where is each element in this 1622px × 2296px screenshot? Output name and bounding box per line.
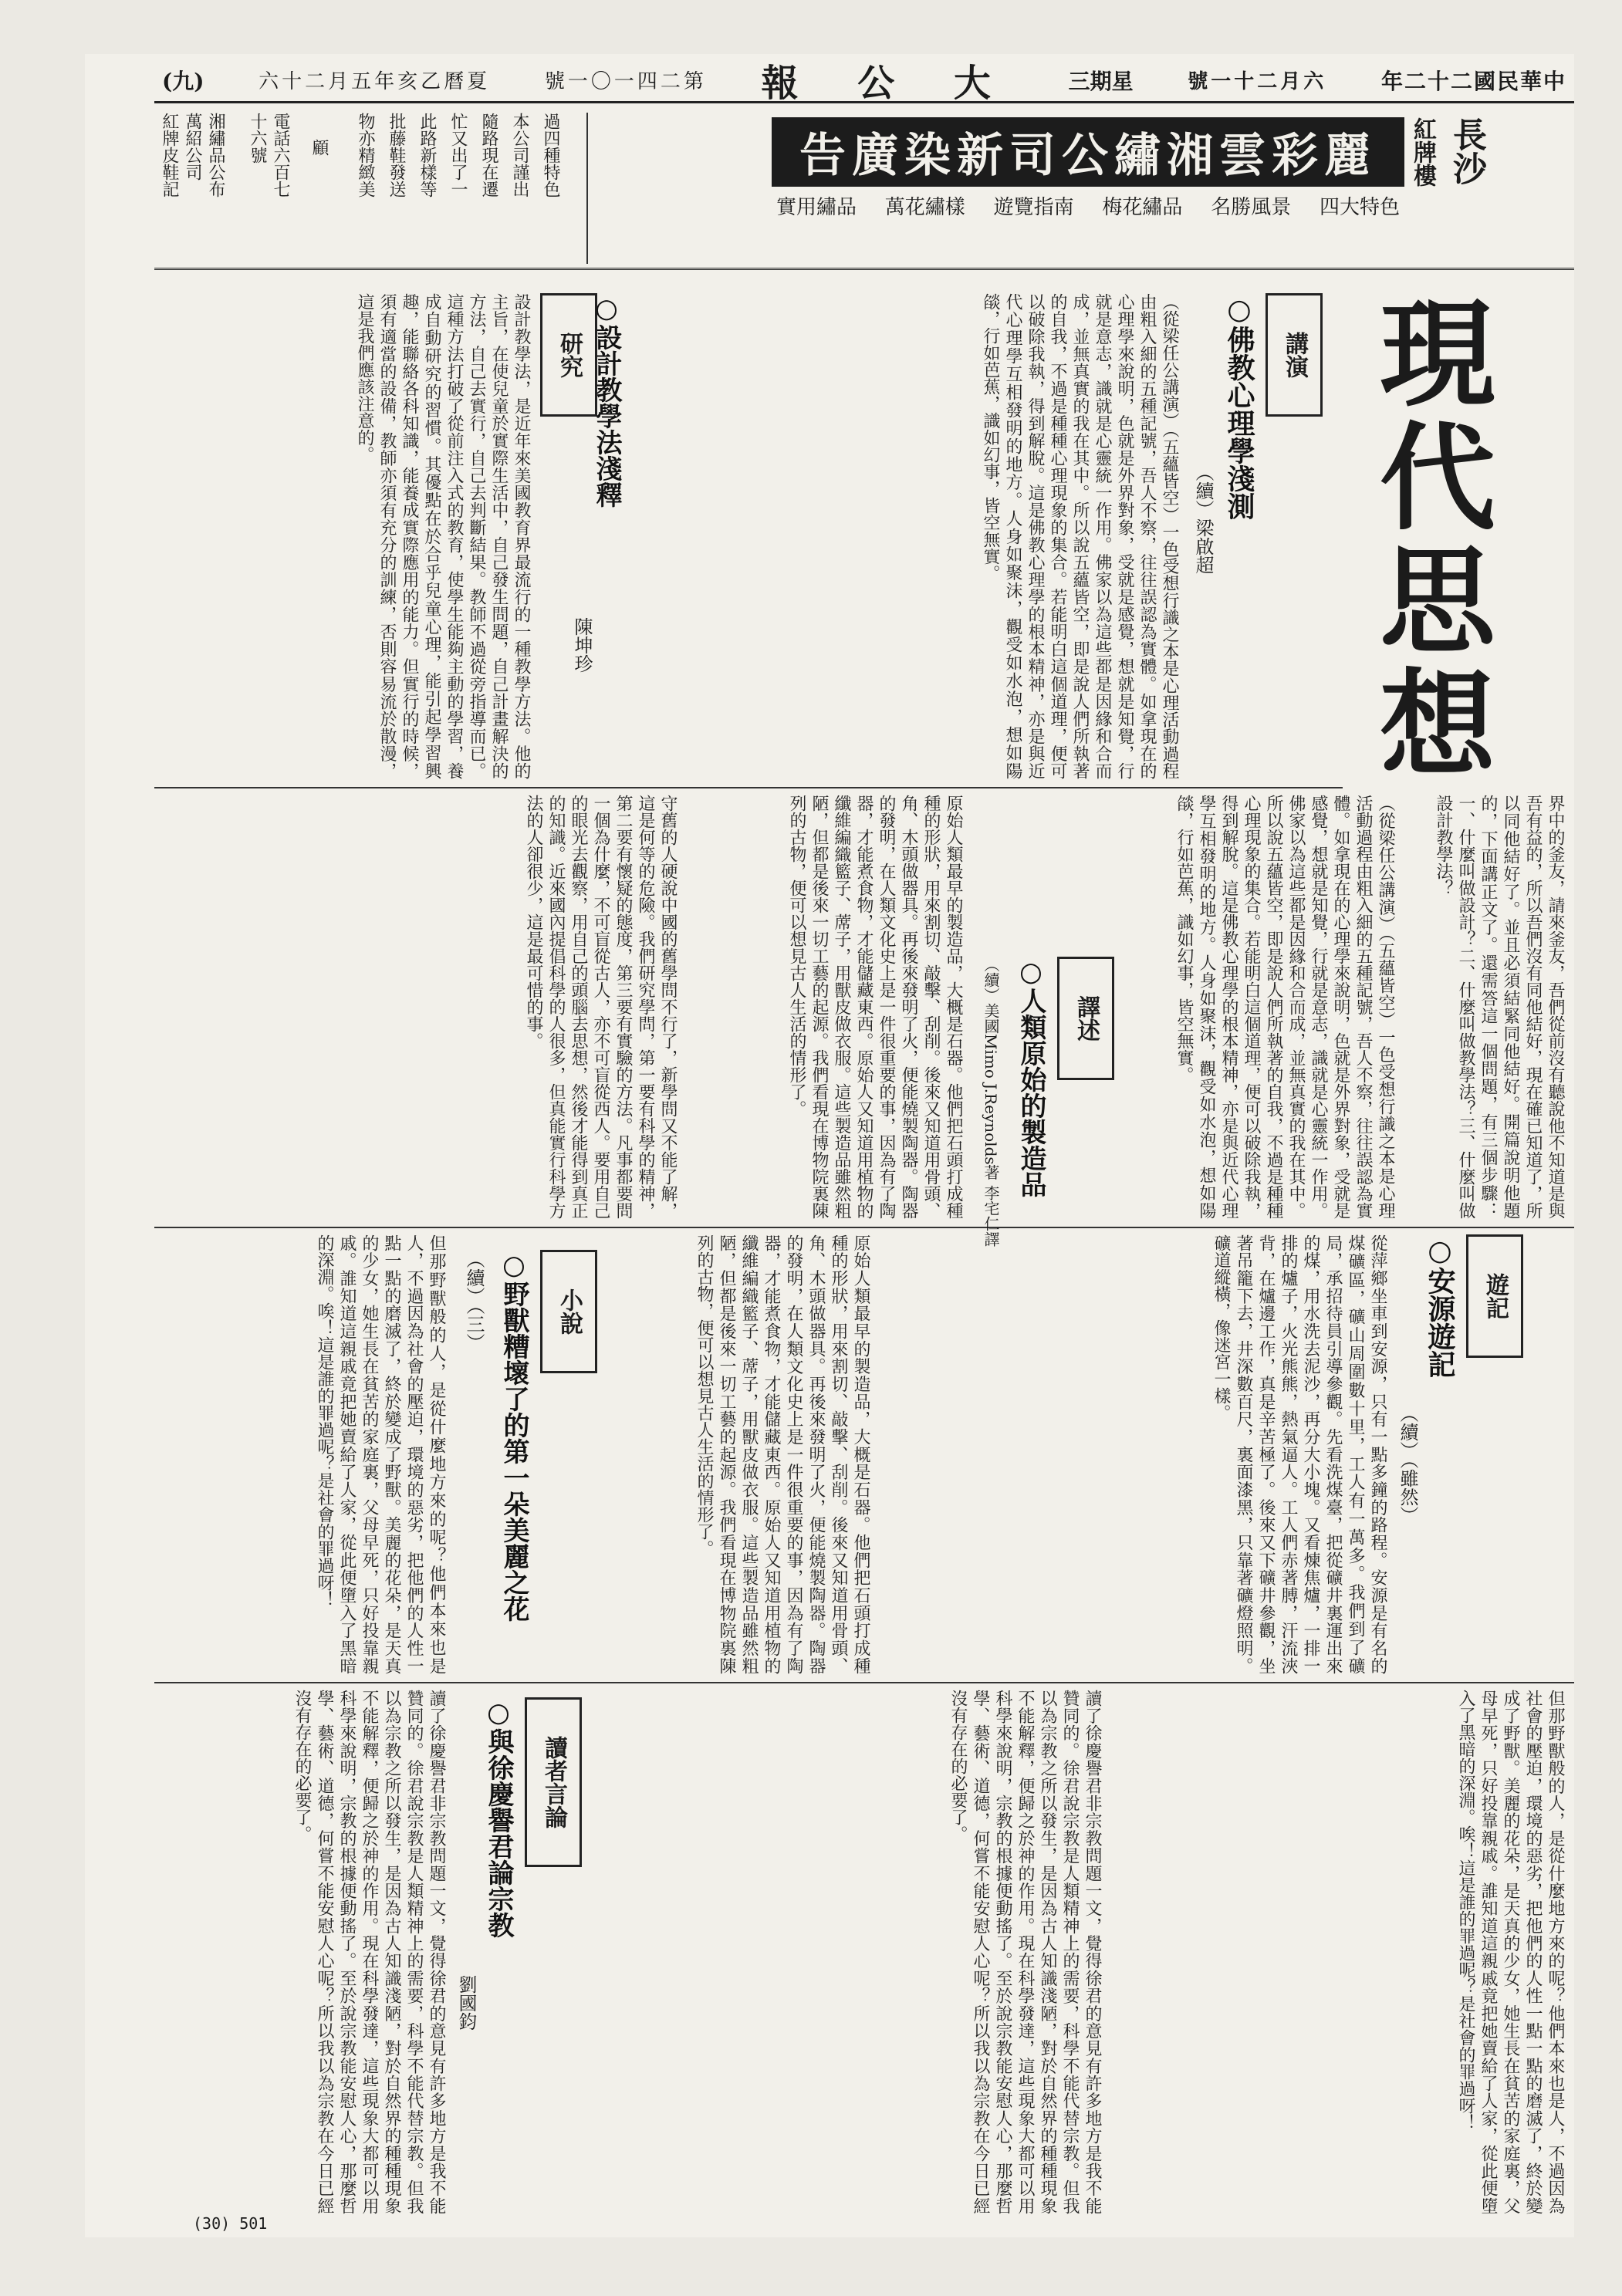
section-label-text: 研究: [556, 332, 583, 378]
article-body-forum: 讀了徐慶譽君非宗教問題一文，覺得徐君的意見有許多地方是我不能贊同的。徐君說宗教是人類精神上的需要，科學不能代替宗教。但我以為宗教之所以發生，是因為古人知識淺陋，對於自然界的種種現象不能解釋，便歸之於神的作用。現在科學發達，這些現象大都可以用科學來說明，宗教的根據便動搖了。至於說宗教能安慰人心，那麼哲學、藝術、道德，何嘗不能安慰人心呢？所以我以為宗教在今日已經沒有存在的必要了。: [292, 1690, 446, 2214]
article-body-math: 設計教學法，是近年來美國教育界最流行的一種教學方法。他的主旨，在使兒童於實際生活中，自己發生問題，自己計畫解決的方法，自己去實行，自己去判斷結果。教師不過從旁指導而已。這種方法打破了從前注入式的教育，使學生能夠主動的學習，養成自動研究的習慣。其優點在於合乎兒童心理，能引起學習興趣，能聯絡各科知識，能養成實際應用的能力。但實行的時候，須有適當的設備，教師亦須有充分的訓練，否則容易流於散漫，這是我們應該注意的。: [355, 293, 531, 779]
ad-headline: 告廣染新司公繡湘雲彩麗: [772, 117, 1404, 187]
ad-subtitle: 四大特色: [1319, 196, 1400, 219]
footer: [193, 2214, 267, 2233]
byline-primitive: （續）美國Mimo J.Reynolds著 李宅仁譯: [982, 957, 1000, 1247]
byline-travel: （續）（雖然）: [1397, 1404, 1418, 1524]
issue-number: 號一〇一四二第: [544, 70, 707, 93]
masthead: [154, 59, 1574, 103]
byline-buddhism: （續）梁啟超: [1192, 463, 1214, 574]
ad-text: 物亦精緻美: [356, 113, 375, 198]
section-label-text: 講演: [1281, 332, 1308, 378]
ad-text: 萬紹公司: [183, 113, 202, 181]
ad-subtitle: 名勝風景: [1211, 196, 1292, 219]
byline-forum: 劉國鈞: [455, 1975, 477, 2031]
byline-math: 陳坤珍: [571, 617, 593, 673]
section-label-lecture: [1265, 293, 1323, 417]
section-label-text: 譯述: [1073, 995, 1100, 1042]
ad-text: 湘繡品公布: [206, 113, 225, 198]
article-body-buddhism: （從梁任公講演）（五蘊皆空）一色受想行識之本是心理活動過程由粗入細的五種記號，吾人不察，往往誤認為實體。如拿現在的心理學來說明，色就是外界對象，受就是感覺，想就是知覺，行就是意志，識就是心靈統一作用。佛家以為這些都是因緣和合而成，並無真實的我在其中。所以說五蘊皆空，即是說人們所執著的自我，不過是種種心理現象的集合。若能明白這個道理，便可以破除我執，得到解脫。這是佛教心理學的根本精神，亦是與近代心理學互相發明的地方。人身如聚沫，觀受如水泡，想如陽燄，行如芭蕉，識如幻事，皆空無實。: [981, 293, 1179, 779]
ad-subtitle-row: [772, 191, 1404, 220]
section-label-text: 小說: [556, 1288, 583, 1335]
page-number: (九): [162, 68, 204, 94]
ad-text: 批藤鞋發送: [387, 113, 406, 198]
article-body-buddhism-cont: （從梁任公講演）（五蘊皆空）一色受想行識之本是心理活動過程由粗入細的五種記號，吾人不察，往往誤認為實體。如拿現在的心理學來說明，色就是外界對象，受就是感覺，想就是知覺，行就是意志，識就是心靈統一作用。佛家以為這些都是因緣和合而成，並無真實的我在其中。所以說五蘊皆空，即是說人們所執著的自我，不過是種種心理現象的集合。若能明白這個道理，便可以破除我執，得到解脫。這是佛教心理學的根本精神，亦是與近代心理學互相發明的地方。人身如聚沫，觀受如水泡，想如陽燄，行如芭蕉，識如幻事，皆空無實。: [1174, 795, 1395, 1219]
ad-text: 此路新樣等: [417, 113, 437, 198]
article-title-buddhism: ○佛教心理學淺測: [1223, 293, 1255, 520]
section-label-translation: [1057, 957, 1114, 1080]
article-title-novel: ○野獸糟壞了的第一朵美麗之花: [498, 1250, 529, 1622]
ad-subtitle: 遊覽指南: [993, 196, 1074, 219]
roc-year: 年二十二國民華中: [1380, 68, 1566, 94]
byline-novel: （續）（三）: [463, 1250, 485, 1352]
article-title-math: ○設計教學法淺釋: [591, 293, 622, 508]
section-label-text: 遊記: [1482, 1273, 1509, 1319]
article-title-forum: ○與徐慶譽君論宗教: [483, 1697, 514, 1938]
section-label-novel: [540, 1250, 597, 1373]
ad-subtitle: 實用繡品: [776, 196, 857, 219]
article-body-forum-cont: 讀了徐慶譽君非宗教問題一文，覺得徐君的意見有許多地方是我不能贊同的。徐君說宗教是人類精神上的需要，科學不能代替宗教。但我以為宗教之所以發生，是因為古人知識淺陋，對於自然界的種種現象不能解釋，便歸之於神的作用。現在科學發達，這些現象大都可以用科學來說明，宗教的根據便動搖了。至於說宗教能安慰人心，那麼哲學、藝術、道德，何嘗不能安慰人心呢？所以我以為宗教在今日已經沒有存在的必要了。: [948, 1690, 1102, 2214]
gregorian-date: 號一十二月六: [1188, 70, 1327, 93]
supplement-title: 現代思想: [1360, 293, 1495, 787]
article-body-travel: 從萍鄉坐車到安源，只有一點多鐘的路程。安源是有名的煤礦區，礦山周圍數十里，工人有一萬多。我們到了礦局，承招待員引導參觀。先看洗煤臺，把從礦井裏運出來的煤，用水洗去泥沙，再分大小塊。又看煉焦爐，一排一排的爐子，火光熊熊，熱氣逼人。工人們赤著膊，汗流浹背，在爐邊工作，真是辛苦極了。後來又下礦井參觀，坐著吊籠下去，井深數百尺，裏面漆黑，只靠著礦燈照明。礦道縱橫，像迷宮一樣。: [1211, 1234, 1387, 1674]
ad-text: 電話六百七: [271, 113, 290, 198]
article-title-primitive: ○人類原始的製造品: [1015, 957, 1046, 1197]
divider: [154, 787, 1343, 788]
article-body-research: 守舊的人硬說中國的舊學問不行了，新學問又不能了解，這是何等的危險。我們研究學問，第一要有科學的精神，第二要有懷疑的態度，第三要有實驗的方法。凡事都要問一個為什麼，不可盲從古人，亦不可盲從西人。要用自己的眼光去觀察，用自己的頭腦去思想，然後才能得到真正的知識。近來國內提倡科學的人很多，但真能實行科學方法的人卻很少，這是最可惜的事。: [524, 795, 678, 1219]
article-body-primitive-cont: 原始人類最早的製造品，大概是石器。他們把石頭打成種種的形狀，用來割切、敲擊、刮削。後來又知道用骨頭、角、木頭做器具。再後來發明了火，便能燒製陶器。陶器的發明，在人類文化史上是一件很重要的事，因為有了陶器，才能煮食物，才能儲藏東西。原始人又知道用植物的纖維編織籃子、蓆子，用獸皮做衣服。這些製造品雖然粗陋，但都是後來一切工藝的起源。我們看現在博物院裏陳列的古物，便可以想見古人生活的情形了。: [694, 1234, 870, 1674]
advertisement-strip: [154, 108, 1574, 270]
section-label-text: 讀者言論: [540, 1736, 567, 1828]
ad-text: 顧: [309, 139, 329, 156]
divider: [586, 113, 588, 264]
article-body-novel-cont: 但那野獸般的人，是從什麼地方來的呢？他們本來也是人，不過因為社會的壓迫，環境的惡劣，把他們的人性一點一點的磨滅了，終於變成了野獸。美麗的花朵，是天真的少女，她生長在貧苦的家庭裏，父母早死，只好投靠親戚。誰知道這親戚竟把她賣給了人家，從此便墮入了黑暗的深淵。唉！這是誰的罪過呢？是社會的罪過呀！: [1456, 1690, 1565, 2214]
ad-subtitle: 梅花繡品: [1102, 196, 1183, 219]
paper-name: 報 公 大: [761, 62, 1014, 105]
section-label-travel: [1466, 1234, 1523, 1358]
ad-text: 過四種特色: [541, 113, 560, 198]
ad-text: 本公司謹出: [510, 113, 529, 198]
article-body-novel: 但那野獸般的人，是從什麼地方來的呢？他們本來也是人，不過因為社會的壓迫，環境的惡劣，把他們的人性一點一點的磨滅了，終於變成了野獸。美麗的花朵，是天真的少女，她生長在貧苦的家庭裏，父母早死，只好投靠親戚。誰知道這親戚竟把她賣給了人家，從此便墮入了黑暗的深淵。唉！這是誰的罪過呢？是社會的罪過呀！: [315, 1234, 446, 1674]
article-body-left: 界中的釜友，請來釜友，吾們從前沒有聽說他不知道是與吾有益的，所以吾們沒有同他結好，現在確已知道了，所以同他結好了。並且必須結緊同他結好。開篇說明他題的，下面講正文了。還需答這一個問題，有三個步驟：一、什麼叫做設計？二、什麼叫做教學法？三、什麼叫做設計教學法？: [1434, 795, 1565, 1219]
section-label-forum: [525, 1697, 582, 1867]
ad-text: 紅牌皮鞋記: [160, 113, 179, 198]
ad-city: 長沙: [1447, 117, 1486, 185]
ad-text: 忙又出了一: [448, 113, 468, 198]
weekday: 三期星: [1068, 68, 1134, 94]
divider: [154, 1682, 1574, 1683]
ad-text: 隨路現在遷: [479, 113, 498, 198]
footer-page-number: 501: [239, 2214, 268, 2233]
article-body-primitive: 原始人類最早的製造品，大概是石器。他們把石頭打成種種的形狀，用來割切、敲擊、刮削。後來又知道用骨頭、角、木頭做器具。再後來發明了火，便能燒製陶器。陶器的發明，在人類文化史上是一件很重要的事，因為有了陶器，才能煮食物，才能儲藏東西。原始人又知道用植物的纖維編織籃子、蓆子，用獸皮做衣服。這些製造品雖然粗陋，但都是後來一切工藝的起源。我們看現在博物院裏陳列的古物，便可以想見古人生活的情形了。: [787, 795, 963, 1219]
article-title-travel: ○安源遊記: [1424, 1234, 1456, 1378]
lunar-date: 六十二月五年亥乙曆夏: [259, 70, 491, 93]
footer-code: (30): [193, 2214, 231, 2233]
ad-text: 十六號: [248, 113, 267, 164]
ad-subtitle: 萬花繡樣: [884, 196, 965, 219]
ad-brand: 紅牌樓: [1409, 117, 1436, 187]
divider: [154, 1227, 1574, 1228]
